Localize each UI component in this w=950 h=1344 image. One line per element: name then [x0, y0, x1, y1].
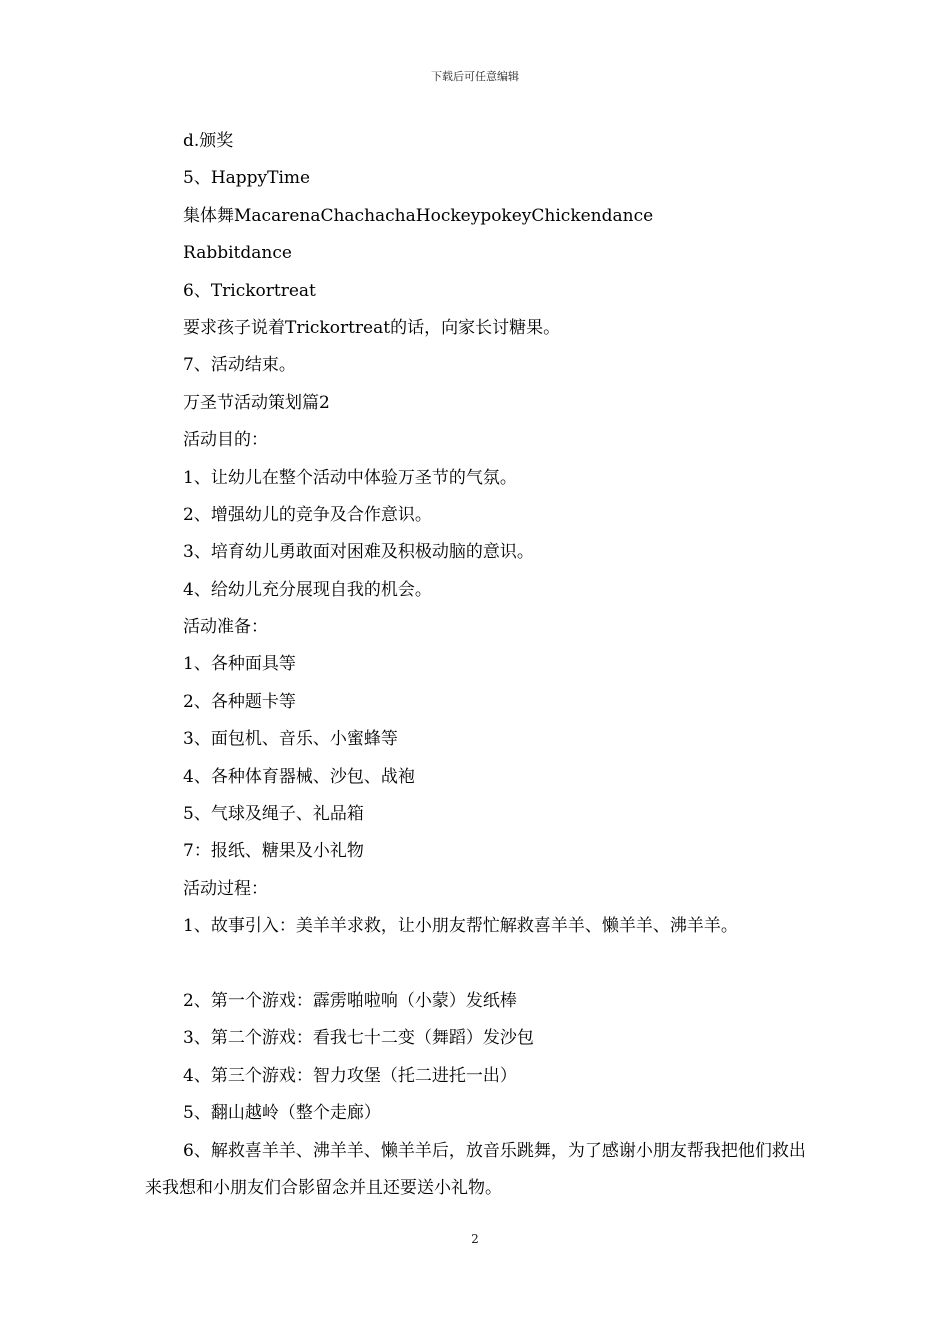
- text-line: 4、第三个游戏：智力攻堡（托二进托一出）: [183, 1065, 517, 1086]
- text-line: 2、各种题卡等: [183, 691, 296, 712]
- text-line: 1、故事引入：美羊羊求救，让小朋友帮忙解救喜羊羊、懒羊羊、沸羊羊。: [183, 916, 738, 937]
- text-line: 1、各种面具等: [183, 654, 296, 675]
- text-line: 1、让幼儿在整个活动中体验万圣节的气氛。: [183, 467, 517, 488]
- page-number: 2: [471, 1232, 479, 1246]
- text-line: 2、第一个游戏：霹雳啪啦响（小蒙）发纸棒: [183, 990, 517, 1011]
- text-line: Rabbitdance: [183, 243, 292, 264]
- text-line: 7：报纸、糖果及小礼物: [183, 841, 364, 862]
- text-line: 7、活动结束。: [183, 355, 296, 376]
- text-line: 活动准备：: [183, 617, 268, 638]
- text-line: d.颁奖: [183, 131, 234, 151]
- text-line: 3、培育幼儿勇敢面对困难及积极动脑的意识。: [183, 542, 534, 563]
- text-line: 活动目的：: [183, 430, 268, 451]
- page-header: 下载后可任意编辑: [431, 70, 519, 83]
- text-line: 活动过程：: [183, 878, 268, 899]
- blank-line: [145, 946, 810, 983]
- final-paragraph: 6、解救喜羊羊、沸羊羊、懒羊羊后，放音乐跳舞，为了感谢小朋友帮我把他们救出来我想和小朋友们合影留念并且还要送小礼物。: [145, 1140, 806, 1198]
- text-line: 5、气球及绳子、礼品箱: [183, 804, 364, 825]
- text-line: 5、翻山越岭（整个走廊）: [183, 1103, 381, 1124]
- section-title: 万圣节活动策划篇2: [183, 392, 330, 413]
- text-line: 3、第二个游戏：看我七十二变（舞蹈）发沙包: [183, 1028, 534, 1049]
- text-line: 集体舞MacarenaChachachaHockeypokeyChickendance: [183, 205, 654, 226]
- text-line: 4、给幼儿充分展现自我的机会。: [183, 579, 432, 600]
- text-line: 3、面包机、音乐、小蜜蜂等: [183, 729, 398, 750]
- text-line: 4、各种体育器械、沙包、战袍: [183, 766, 415, 787]
- text-line: 要求孩子说着Trickortreat的话，向家长讨糖果。: [183, 317, 561, 338]
- page-content: [145, 123, 810, 1207]
- text-line: 6、Trickortreat: [183, 280, 316, 301]
- text-line: 5、HappyTime: [183, 168, 311, 189]
- text-line: 2、增强幼儿的竞争及合作意识。: [183, 504, 432, 525]
